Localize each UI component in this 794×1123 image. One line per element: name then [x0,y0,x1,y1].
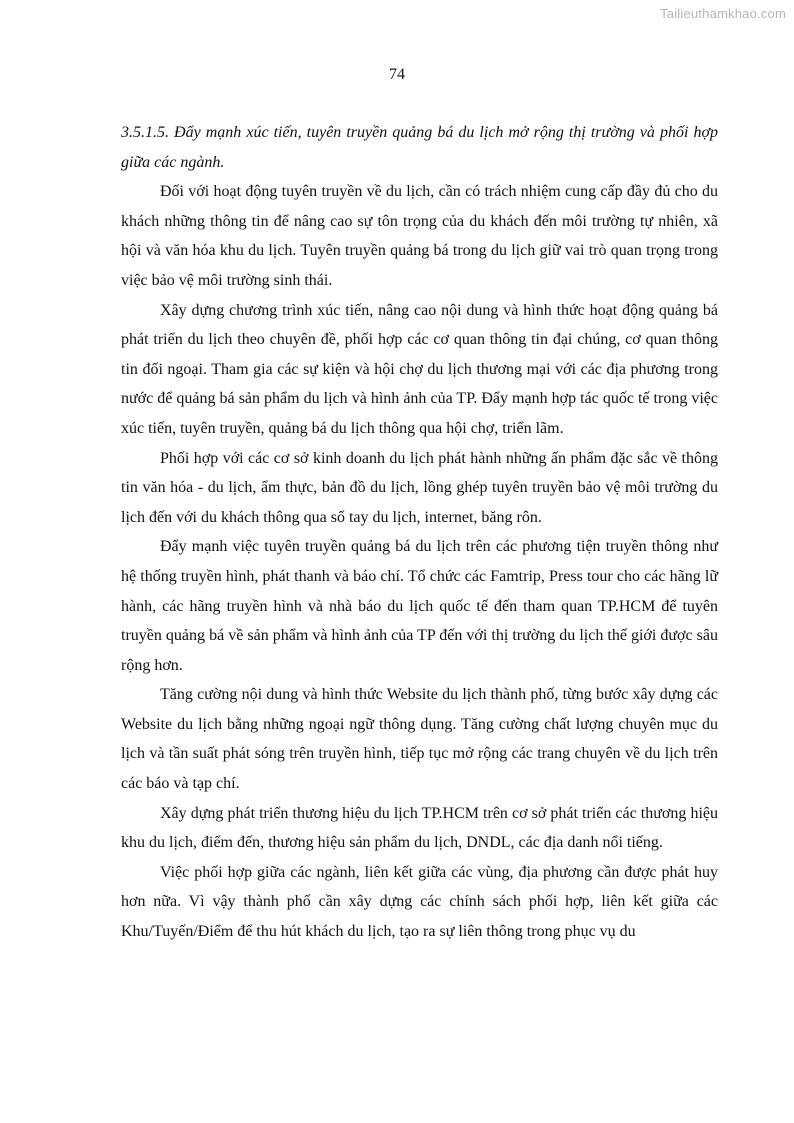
paragraph-1: Đối với hoạt động tuyên truyền về du lịch, cần có trách nhiệm cung cấp đầy đủ cho du khách những thông tin để nâng cao sự tôn trọng của du khách đến môi trường tự nhiên, xã hội và văn hóa khu du lịch. Tuyên truyền quảng bá trong du lịch giữ vai trò quan trọng trong việc bảo vệ môi trường sinh thái. [121,183,718,289]
document-body [121,118,718,947]
paragraph-4: Đẩy mạnh việc tuyên truyền quảng bá du lịch trên các phương tiện truyền thông như hệ thống truyền hình, phát thanh và báo chí. Tổ chức các Famtrip, Press tour cho các hãng lữ hành, các hãng truyền hình và nhà báo du lịch quốc tế đến tham quan TP.HCM để tuyên truyền quảng bá về sản phẩm và hình ảnh của TP đến với thị trường du lịch thế giới được sâu rộng hơn. [121,538,718,674]
paragraph-7: Việc phối hợp giữa các ngành, liên kết giữa các vùng, địa phương cần được phát huy hơn nữa. Vì vậy thành phố cần xây dựng các chính sách phối hợp, liên kết giữa các Khu/Tuyến/Điểm để thu hút khách du lịch, tạo ra sự liên thông trong phục vụ du [121,863,718,941]
watermark-text: Tailieuthamkhao.com [660,6,786,21]
paragraph-5: Tăng cường nội dung và hình thức Website du lịch thành phố, từng bước xây dựng các Website du lịch bằng những ngoại ngữ thông dụng. Tăng cường chất lượng chuyên mục du lịch và tần suất phát sóng trên truyền hình, tiếp tục mở rộng các trang chuyên về du lịch trên các báo và tạp chí. [121,686,718,793]
page-number: 74 [389,66,405,83]
paragraph-2: Xây dựng chương trình xúc tiến, nâng cao nội dung và hình thức hoạt động quảng bá phát triển du lịch theo chuyên đề, phối hợp các cơ quan thông tin đại chúng, cơ quan thông tin đối ngoại. Tham gia các sự kiện và hội chợ du lịch thương mại với các địa phương trong nước để quảng bá sản phẩm du lịch và hình ảnh của TP. Đẩy mạnh hợp tác quốc tế trong việc xúc tiến, tuyên truyền, quảng bá du lịch thông qua hội chợ, triển lãm. [121,301,718,437]
section-heading: 3.5.1.5. Đẩy mạnh xúc tiến, tuyên truyền quảng bá du lịch mở rộng thị trường và phối hợp giữa các ngành. [121,124,718,171]
paragraph-3: Phối hợp với các cơ sở kinh doanh du lịch phát hành những ấn phẩm đặc sắc về thông tin văn hóa - du lịch, ẩm thực, bản đồ du lịch, lồng ghép tuyên truyền bảo vệ môi trường du lịch đến với du khách thông qua sổ tay du lịch, internet, băng rôn. [121,449,718,526]
paragraph-6: Xây dựng phát triển thương hiệu du lịch TP.HCM trên cơ sở phát triển các thương hiệu khu du lịch, điểm đến, thương hiệu sản phẩm du lịch, DNDL, các địa danh nổi tiếng. [121,804,718,852]
